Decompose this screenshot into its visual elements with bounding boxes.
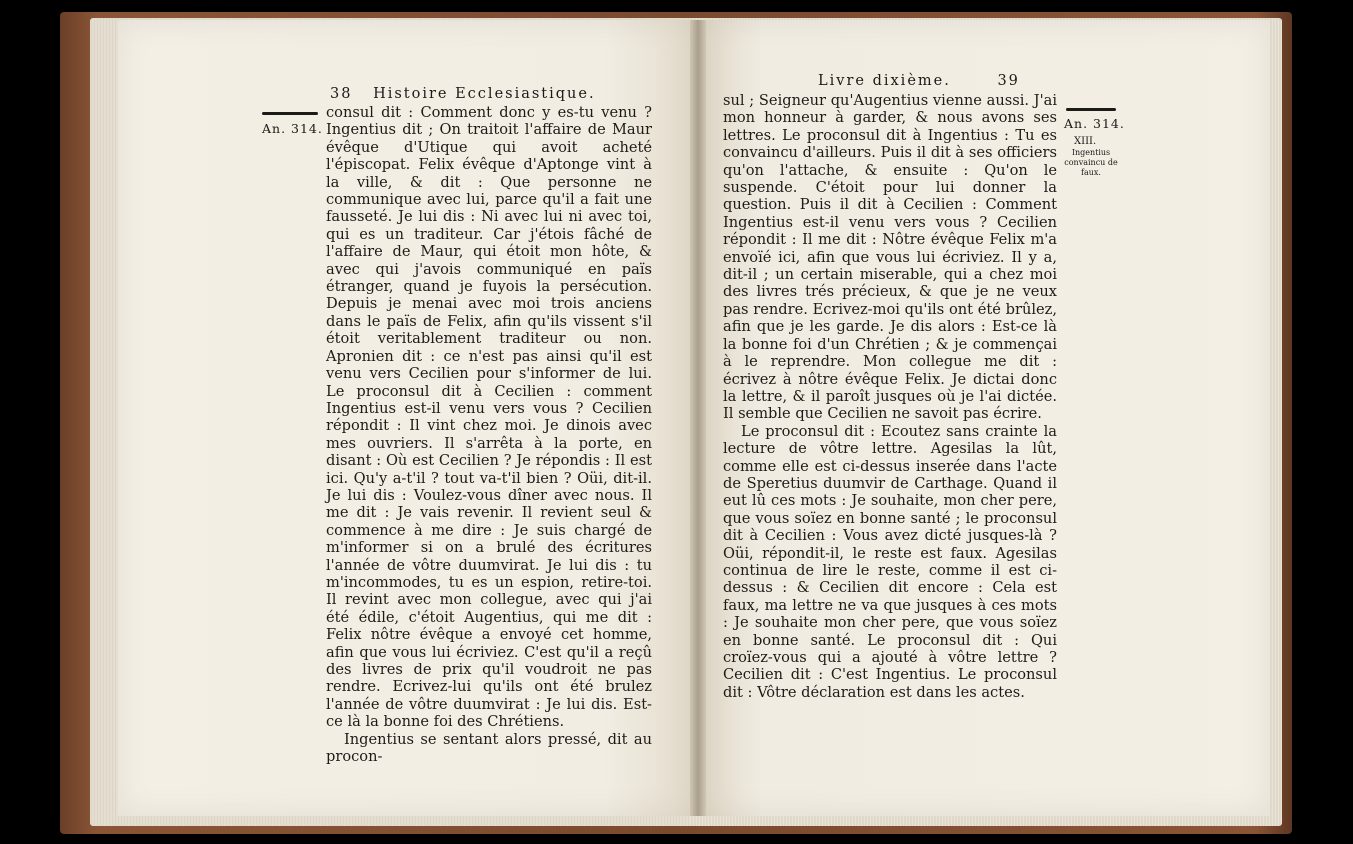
left-page-number: 38 [330,86,353,102]
right-side-year: An. 314. [1064,116,1125,131]
book-gutter [690,20,706,816]
left-running-head [330,86,596,102]
right-side-note: Ingentius convaincu de faux. [1064,148,1118,177]
left-body-text [326,104,652,765]
left-paragraph-1: consul dit : Comment donc y es-tu venu ? Ingentius dit ; On traitoit l'affaire de Maur évêque d'Utique qui avoit acheté l'épiscopat. Felix évêque d'Aptonge vint à la ville, & dit : Que personne ne communique avec lui, parce qu'il a fait une fausseté. Je lui dis : Ni avec lui ni avec toi, qui es un traditeur. Car j'étois fâché de l'affaire de Maur, qui étoit mon hôte, & avec qui j'avois communiqué en païs étranger, quand je fuyois la persécution. Depuis je menai avec moi trois anciens dans le païs de Felix, afin qu'ils vissent s'il étoit veritablement traditeur ou non. Apronien dit : ce n'est pas ainsi qu'il est venu vers Cecilien pour s'informer de lui. Le proconsul dit à Cecilien : comment Ingentius est-il venu vers vous ? Cecilien répondit : Il vint chez moi. Je dinois avec mes ouvriers. Il s'arrêta à la porte, en disant : Où est Cecilien ? Je répondis : Il est ici. Qu'y a-t'il ? tout va-t'il bien ? Oüi, dit-il. Je lui dis : Voulez-vous dîner avec nous. Il me dit : Je vais revenir. Il revient seul & commence à me dire : Je suis chargé de m'informer si on a brulé des écritures l'année de vôtre duumvirat. Je lui dis : tu m'incommodes, tu es un espion, retire-toi. Il revint avec mon collegue, avec qui j'ai été édile, c'étoit Augentius, qui me dit : Felix nôtre évêque a envoyé cet homme, afin que vous lui écriviez. C'est qu'il a reçû des livres de prix qu'il voudroit ne pas rendre. Ecrivez-lui qu'ils ont été brulez l'année de vôtre duumvirat : Je lui dis. Est-ce là la bonne foi des Chrétiens. [326,104,652,731]
right-side-number: XIII. [1074,136,1097,147]
left-paragraph-2: Ingentius se sentant alors pressé, dit au procon- [326,730,652,766]
right-running-head [818,73,1020,89]
right-running-title: Livre dixième. [818,73,951,89]
right-paragraph-1: sul ; Seigneur qu'Augentius vienne aussi. J'ai mon honneur à garder, & nous avons ses lettres. Le proconsul dit à Ingentius : Tu es convaincu d'ailleurs. Puis il dit à ses officiers qu'on l'attache, & ensuite : Qu'on le suspende. C'étoit pour lui donner la question. Puis il dit à Cecilien : Comment Ingentius est-il venu vers vous ? Cecilien répondit : Il me dit : Nôtre évêque Felix m'a envoïé ici, afin que vous lui écriviez. Il y a, dit-il ; un certain miserable, qui a chez moi des livres trés précieux, & que je ne veux pas rendre. Ecrivez-moi qu'ils ont été brûlez, afin que je les garde. Je dis alors : Est-ce là la bonne foi d'un Chrétien ; & je commençai à le reprendre. Mon collegue me dit : écrivez à nôtre évêque Felix. Je dictai donc la lettre, & il paroît jusques où je l'ai dictée. Il semble que Cecilien ne savoit pas écrire. [723,92,1057,423]
left-margin-rule [262,112,318,115]
left-running-title: Histoire Ecclesiastique. [373,86,596,102]
right-page-number: 39 [997,73,1020,89]
right-paragraph-2: Le proconsul dit : Ecoutez sans crainte la lecture de vôtre lettre. Agesilas la lût, comme elle est ci-dessus inserée dans l'acte de Speretius duumvir de Carthage. Quand il eut lû ces mots : Je souhaite, mon cher pere, que vous soïez en bonne santé ; le proconsul dit à Cecilien : Vous avez dicté jusques-là ? Oüi, répondit-il, le reste est faux. Agesilas continua de lire le reste, comme il est ci-dessus : & Cecilien dit encore : Cela est faux, ma lettre ne va que jusques à ces mots : Je souhaite mon cher pere, que vous soïez en bonne santé. Le proconsul dit : Qui croïez-vous qui a ajouté à vôtre lettre ? Cecilien dit : C'est Ingentius. Le proconsul dit : Vôtre déclaration est dans les actes. [723,422,1057,701]
right-margin-rule [1066,108,1116,111]
left-side-year: An. 314. [262,121,323,136]
right-body-text [723,92,1057,701]
